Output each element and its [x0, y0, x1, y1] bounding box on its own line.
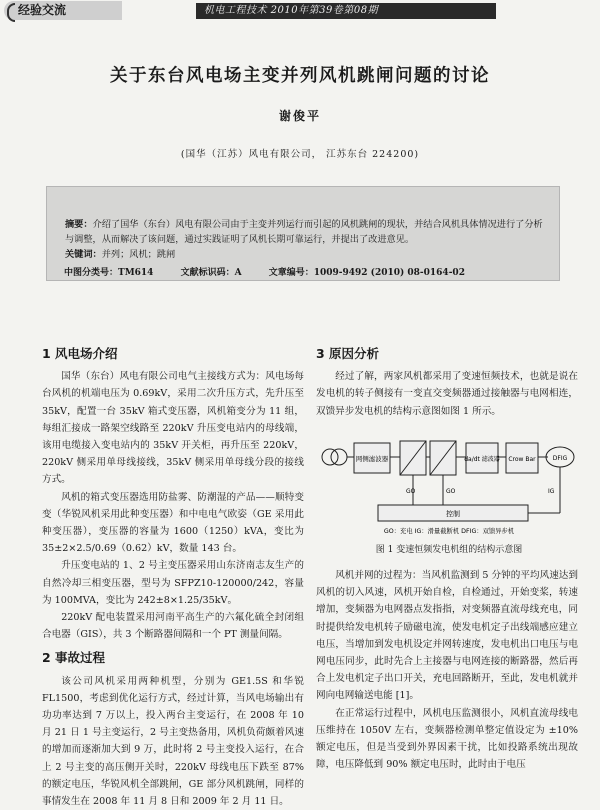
grid-circle-1 — [322, 449, 338, 465]
keywords-label: 关键词： — [65, 249, 102, 260]
article-title: 关于东台风电场主变并列风机跳闸问题的讨论 — [110, 66, 490, 86]
ig-label: IG — [548, 488, 555, 495]
article-affiliation: (国华（江苏）风电有限公司， 江苏东台 224200) — [180, 149, 420, 160]
section-3-paragraph-1: 经过了解，两家风机都采用了变速恒频技术，也就是说在发电机的转子侧接有一变直交变频器通过接触器与电网相连，双馈异步发电机的结构示意图如图 1 所示。 — [316, 371, 578, 417]
classification-row — [64, 265, 489, 278]
page-header — [0, 0, 600, 22]
section-tag: 经验交流 — [4, 1, 122, 20]
section-1-heading: 1 风电场介绍 — [42, 346, 118, 361]
doc-code: 文献标识码：A — [180, 268, 242, 278]
section-1-paragraph-2: 风机的箱式变压器选用防盐雾、防潮湿的产品——顺特变变（华锐风机采用此种变压器）和中电电气欧姿（GE 采用此种变压器），变压器的容量为 1600（1250）kVA，变比为 35±2×2.5/0.69（0.62）kV，数量 143 台。 — [42, 491, 304, 555]
right-column — [316, 345, 578, 420]
grid-filter-label: 网侧滤波器 — [355, 455, 389, 463]
section-3-heading: 3 原因分析 — [316, 346, 380, 361]
section-1-paragraph-1: 国华（东台）风电有限公司电气主接线方式为：风电场每台风机的机端电压为 0.69kV，采用二次升压方式，先升压至 35kV，配置一台 35kV 箱式变压器，风机箱变分为 11 组，每组汇接成一路架空线路至 220kV 升压变电站内的母线端，该用电缆接入变电站内的 35kV 开关柜，再升压至 220kV，220kV 侧采用单母线接线，35kV 侧采用单母线分段的接线方式。 — [42, 371, 304, 486]
crowbar-label: Crow Bar — [508, 456, 536, 463]
article-number: 文章编号：1009-9492 (2010) 08-0164-02 — [268, 268, 465, 278]
dadt-filter-label: da/dt 滤波器 — [464, 456, 500, 463]
control-label: 控制 — [446, 510, 460, 518]
keywords-text: 并列；风机；跳闸 — [101, 249, 176, 260]
abstract-text: 介绍了国华（东台）风电有限公司由于主变并列运行而引起的风机跳闸的现状，并结合风机具体情况进行了分析与调整，从而解决了该问题，通过实践证明了风机长期可靠运行，并提出了改进意见。 — [65, 219, 543, 245]
class-number: 中图分类号：TM614 — [64, 268, 154, 278]
dfig-label: DFIG — [552, 455, 568, 462]
section-3-paragraph-3: 在正常运行过程中，风机电压监测很小，风机直流母线电压维持在 1050V 左右，变频器检测单整定值设定为 ±10% 额定电压，但是当受到外界因素干扰，比如投路系统出现故障，电压降低到 90% 额定电压时，此时由于电压 — [316, 707, 578, 771]
journal-band: 机电工程技术 2010年第39卷第08期 — [196, 3, 496, 19]
keywords-line — [65, 247, 547, 262]
section-1-paragraph-4: 220kV 配电装置采用河南平高生产的六氟化硫全封闭组合电器（GIS），共 3 个断路器间隔和一个 PT 测量间隔。 — [42, 612, 304, 641]
grid-circle-2 — [331, 449, 347, 465]
right-column-continued — [316, 567, 578, 773]
figure-caption: 图 1 变速恒频发电机组的结构示意图 — [375, 545, 523, 555]
section-2-heading: 2 事故过程 — [42, 650, 106, 666]
generator-structure-diagram — [318, 427, 580, 537]
abstract-label: 摘要： — [65, 219, 93, 230]
section-2-paragraph-1: 该公司风机采用两种机型，分别为 GE1.5S 和华锐 FL1500，考虑到优化运行方式，经过计算，当风电场输出有功功率达到 7 万以上，投入两台主变运行，在 2008 年 10 月 21 日 1 号主变运行，2 号主变热备用，风机负荷颇着风速的增加而逐渐加大到 9 万，此时将 2 号主变投入运行，在合上 2 号主变的高压侧开关时，220kV 母线电压下跌至 87% 的额定电压，华锐风机全部跳闸，GE 部分风机跳闸，同样的事情发生在 2008 年 11 月 8 日和 2009 年 2 月 11 日。 — [42, 675, 304, 808]
section-1-paragraph-3: 升压变电站的 1、2 号主变压器采用山东济南志友生产的自然冷却三相变压器，型号为 SFPZ10-120000/242，容量为 100MVA，变比为 242±8×1.25/35kV。 — [42, 560, 304, 606]
abstract-paragraph — [65, 217, 547, 247]
left-column — [42, 345, 304, 810]
go-label-2: GO — [446, 488, 456, 495]
article-author: 谢俊平 — [278, 109, 321, 123]
go-label-1: GO — [406, 488, 416, 495]
section-3-paragraph-2: 风机并网的过程为：当风机监测到 5 分钟的平均风速达到风机的切入风速，风机开始自检，自检通过，开始变桨，转速增加，变频器为电网器点发指指，对变频器直流母线充电，同时提供给发电机转子励磁电流，使发电机定子出线端感应建立电压，当增加到发电机设定并网转速度，发电机出口电压与电网电压同步，此时先合上主接器与电网连接的断路器，然后再合上发电机定子出口开关，充电回路断开，至此，发电机就并网向电网输送电能 [1]。 — [316, 570, 578, 702]
figure-legend: GO：充电 IG：滑量截断机 DFIG：双馈异步机 — [383, 528, 515, 535]
